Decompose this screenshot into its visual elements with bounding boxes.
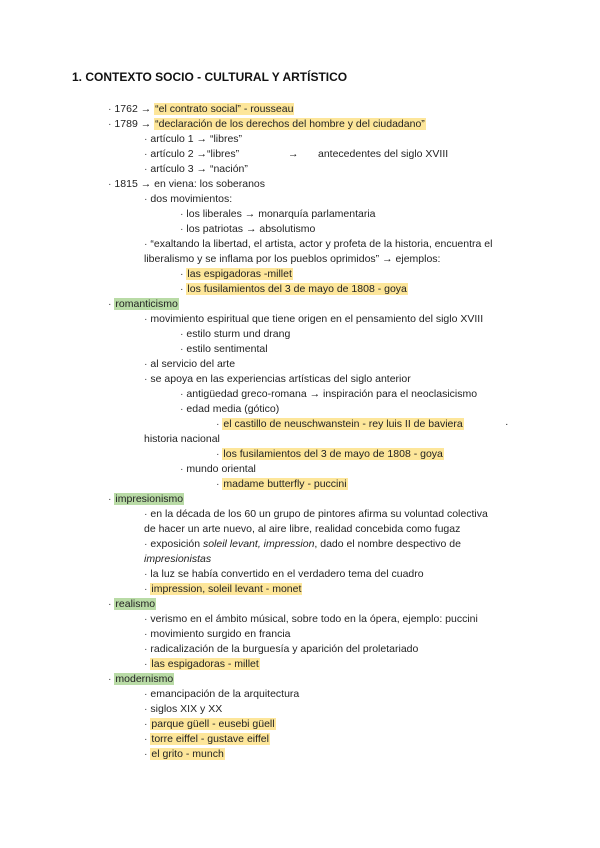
bullet-marker: · [144,133,151,145]
outline-line [144,628,291,641]
bullet-marker: · [144,628,151,640]
bullet-marker: · [108,103,115,115]
outline-line [180,223,315,236]
highlighted-text: el castillo de neuschwanstein - rey luis II de baviera [223,418,463,430]
outline-line [216,418,464,431]
outline-line [144,358,235,371]
italic-text: impresionistas [144,553,212,565]
line-text: dos movimientos: [150,193,233,205]
bullet-marker: · [108,673,115,685]
bullet-marker: · [144,658,151,670]
outline-line [144,583,302,596]
outline-line [144,733,270,746]
line-text: artículo 3 → “nación” [150,163,248,175]
line-text: radicalización de la burguesía y aparición del proletariado [150,643,419,655]
line-text: movimiento surgido en francia [150,628,291,640]
highlighted-text: torre eiffel - gustave eiffel [151,733,269,745]
bullet-marker: · [144,193,151,205]
bullet-marker: · [144,688,151,700]
bullet-marker: · [144,568,151,580]
outline-line [180,328,290,341]
highlighted-text: las espigadoras -millet [187,268,292,280]
line-text: 1762 → [114,103,155,115]
outline-line [180,283,408,296]
line-text: emancipación de la arquitectura [150,688,300,700]
line-text: antigüedad greco-romana → inspiración para el neoclasicismo [186,388,478,400]
outline-line [144,688,299,701]
side-note: antecedentes del siglo XVIII [318,148,449,160]
outline-line [144,643,418,656]
bullet-marker: · [144,148,151,160]
line-text: edad media (gótico) [186,403,280,415]
highlighted-text: “declaración de los derechos del hombre y del ciudadano” [155,118,425,130]
line-text: de hacer un arte nuevo, al aire libre, realidad concebida como fugaz [144,523,461,535]
line-text: “exaltando la libertad, el artista, actor y profeta de la historia, encuentra el [150,238,493,250]
bullet-marker: · [180,463,187,475]
line-text: estilo sentimental [186,343,268,355]
bullet-marker: · [180,208,187,220]
line-text: exposición [150,538,203,550]
bullet-marker: · [108,598,115,610]
outline-line [144,313,483,326]
bullet-marker: · [180,283,187,295]
section-title: 1. CONTEXTO SOCIO - CULTURAL Y ARTÍSTICO [72,70,348,84]
bullet-marker: · [144,643,151,655]
outline-line [144,373,411,386]
outline-line [144,238,492,251]
highlighted-text: las espigadoras - millet [151,658,259,670]
line-text: 1789 → [114,118,155,130]
line-text: mundo oriental [186,463,256,475]
outline-line [144,613,478,626]
line-text: movimiento espiritual que tiene origen en el pensamiento del siglo XVIII [150,313,484,325]
outline-line [108,178,265,191]
outline-line [180,403,279,416]
bullet-marker: · [144,538,151,550]
side-note: · [505,418,509,430]
line-text: liberalismo y se inflama por los pueblos oprimidos” → ejemplos: [144,253,441,265]
line-text: artículo 1 → “libres” [150,133,243,145]
bullet-marker: · [216,448,223,460]
bullet-marker: · [144,733,151,745]
bullet-marker: · [180,268,187,280]
bullet-marker: · [144,613,151,625]
outline-line [108,673,174,686]
highlighted-text: los fusilamientos del 3 de mayo de 1808 - goya [223,448,443,460]
outline-line [180,463,256,476]
italic-text: soleil levant, impression [202,538,315,550]
bullet-marker: · [108,298,115,310]
outline-line [108,493,184,506]
outline-line [108,118,426,131]
outline-line [144,748,225,761]
outline-line [108,103,294,116]
bullet-marker: · [180,223,187,235]
bullet-marker: · [144,748,151,760]
outline-line [180,343,268,356]
bullet-marker: · [216,478,223,490]
outline-line [144,193,232,206]
highlighted-text: el grito - munch [151,748,224,760]
bullet-marker: · [180,403,187,415]
outline-line [108,298,179,311]
outline-line [144,658,260,671]
bullet-marker: · [144,238,151,250]
line-text: 1815 → en viena: los soberanos [114,178,266,190]
outline-line [108,598,156,611]
line-text: historia nacional [144,433,220,445]
bullet-marker: · [144,358,151,370]
bullet-marker: · [180,328,187,340]
highlighted-text: los fusilamientos del 3 de mayo de 1808 - goya [187,283,407,295]
bullet-marker: · [144,163,151,175]
outline-line [144,553,211,566]
line-text: la luz se había convertido en el verdadero tema del cuadro [150,568,424,580]
outline-line [180,388,477,401]
line-text: en la década de los 60 un grupo de pintores afirma su voluntad colectiva [150,508,488,520]
highlighted-text: “el contrato social” - rousseau [155,103,294,115]
line-text: verismo en el ámbito músical, sobre todo en la ópera, ejemplo: puccini [150,613,478,625]
line-text: estilo sturm und drang [186,328,291,340]
bullet-marker: · [144,718,151,730]
line-text: los liberales → monarquía parlamentaria [186,208,376,220]
line-text: al servicio del arte [150,358,236,370]
outline-line [144,253,440,266]
line-text: siglos XIX y XX [150,703,223,715]
line-text: se apoya en las experiencias artísticas del siglo anterior [150,373,411,385]
outline-line [144,163,248,176]
outline-line [144,538,461,551]
bullet-marker: · [108,118,115,130]
outline-line [144,703,222,716]
highlighted-text: madame butterfly - puccini [223,478,347,490]
bullet-marker: · [144,313,151,325]
outline-line [144,523,460,536]
highlighted-text: impression, soleil levant - monet [151,583,302,595]
bullet-marker: · [144,583,151,595]
bullet-marker: · [180,388,187,400]
bullet-marker: · [144,508,151,520]
outline-line [144,508,488,521]
outline-line [180,208,376,221]
side-note: → [288,148,299,160]
outline-line [144,433,220,446]
bullet-marker: · [144,373,151,385]
outline-line [144,133,242,146]
section-heading-highlight: realismo [115,598,156,610]
line-text: , dado el nombre despectivo de [314,538,461,550]
section-heading-highlight: romanticismo [115,298,178,310]
highlighted-text: parque güell - eusebi güell [151,718,275,730]
bullet-marker: · [108,493,115,505]
outline-line [144,718,276,731]
outline-line [216,448,444,461]
bullet-marker: · [180,343,187,355]
line-text: los patriotas → absolutismo [186,223,316,235]
outline-line [216,478,348,491]
bullet-marker: · [144,703,151,715]
outline-line [180,268,293,281]
bullet-marker: · [216,418,223,430]
outline-line [144,568,424,581]
line-text: artículo 2 →“libres” [150,148,240,160]
outline-line [144,148,239,161]
section-heading-highlight: impresionismo [115,493,184,505]
bullet-marker: · [108,178,115,190]
section-heading-highlight: modernismo [115,673,174,685]
